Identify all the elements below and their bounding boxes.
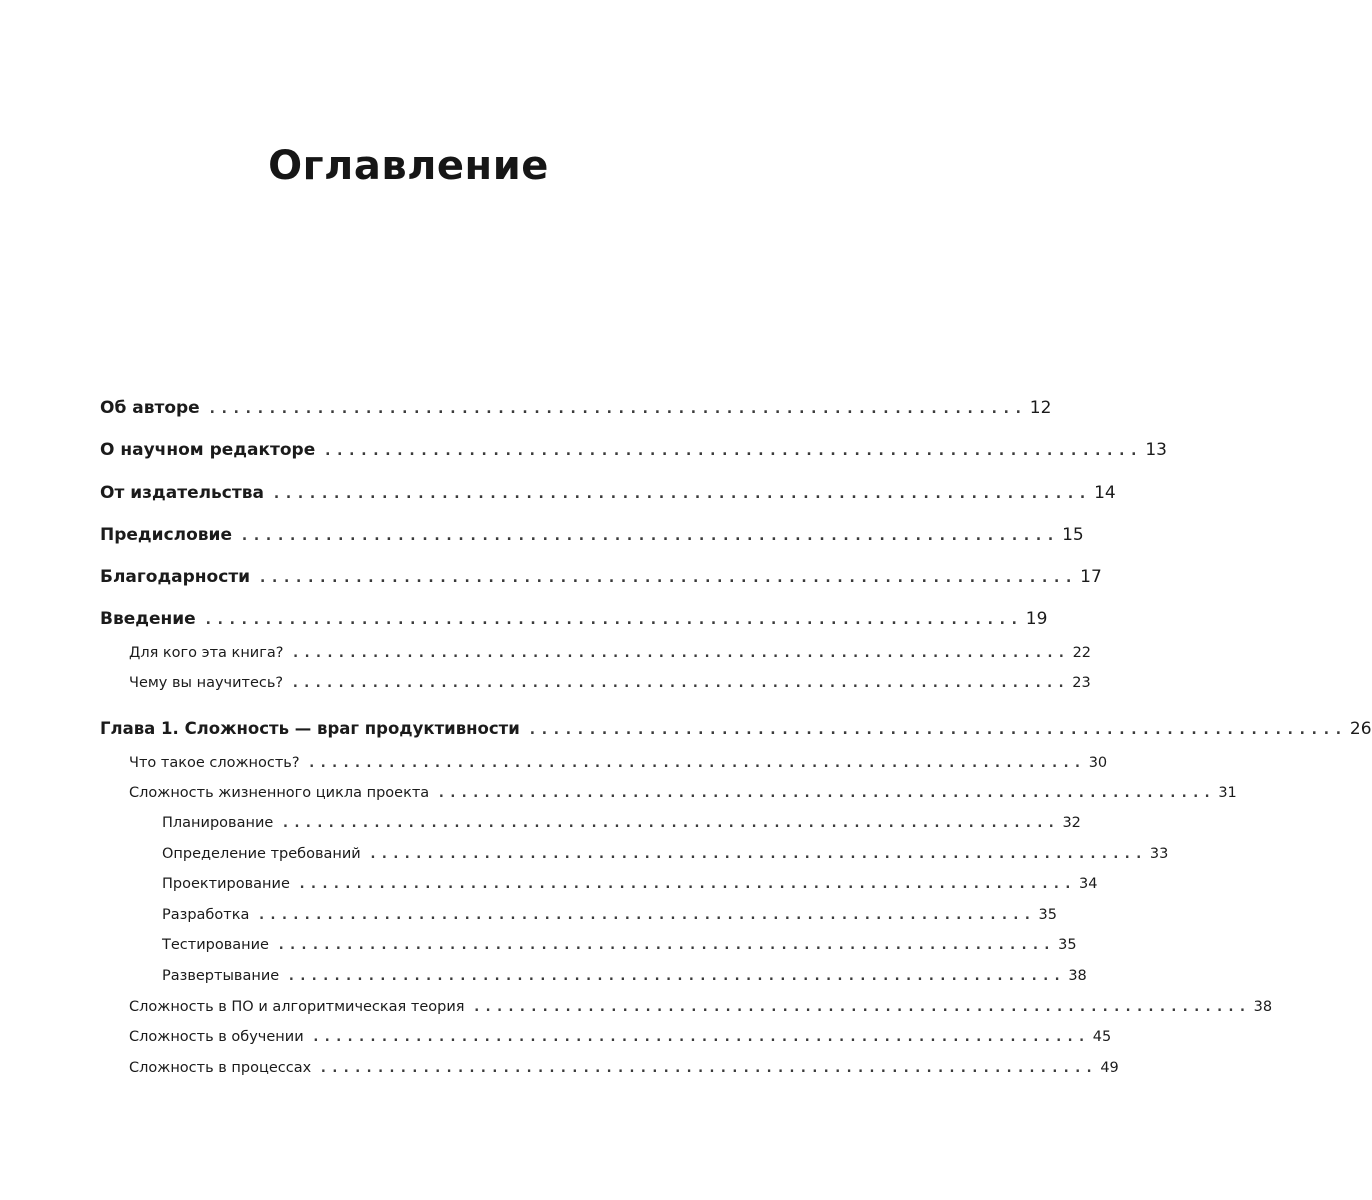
toc-subsubentry: [162, 846, 1169, 862]
toc-leader-dots: ....................................................................: [291, 645, 1069, 661]
toc-entry: [100, 440, 1167, 460]
toc-leader-dots: ....................................................................: [239, 526, 1059, 544]
toc-leader-dots: ....................................................................: [319, 1060, 1097, 1076]
toc-leader-dots: ....................................................................: [207, 399, 1026, 417]
toc-entry-label: Для кого эта книга?: [129, 645, 284, 661]
toc-page-number: 45: [1092, 1029, 1112, 1045]
toc-entry-label: Развертывание: [162, 968, 280, 984]
toc-entry-label: Определение требований: [162, 846, 361, 862]
toc-entry-label: Чему вы научитесь?: [129, 675, 284, 691]
toc-leader-dots: ....................................................................: [276, 937, 1055, 953]
toc-subentry: [129, 1060, 1119, 1076]
toc-leader-dots: ....................................................................: [323, 441, 1142, 459]
toc-leader-dots: ....................................................................: [291, 675, 1069, 691]
toc-leader-dots: ....................................................................: [203, 610, 1022, 628]
toc-chapter-entry: [100, 719, 1372, 739]
toc-page-number: 34: [1079, 876, 1098, 892]
toc-subentry: [129, 1029, 1112, 1045]
toc-page-number: 35: [1058, 937, 1077, 953]
toc-entry-label: Благодарности: [100, 567, 251, 587]
toc-subsubentry: [162, 907, 1057, 923]
toc-page-number: 33: [1149, 846, 1169, 862]
chapter-number: Глава 1.: [100, 719, 179, 738]
toc-subentry: [129, 675, 1091, 691]
toc-page-number: 14: [1094, 483, 1116, 503]
toc-page-number: 30: [1088, 755, 1108, 771]
toc-subentry: [129, 645, 1092, 661]
toc-entry-label: Предисловие: [100, 525, 232, 545]
toc-leader-dots: ....................................................................: [368, 846, 1146, 862]
toc-leader-dots: ....................................................................: [311, 1029, 1089, 1045]
toc-page-number: 22: [1072, 645, 1092, 661]
toc-subsubentry: [162, 876, 1098, 892]
toc-subentry: [129, 999, 1273, 1015]
toc-chapter-label: [100, 719, 520, 738]
toc-entry-label: Тестирование: [162, 937, 269, 953]
toc-entry: [100, 398, 1052, 418]
toc-entry-label: Планирование: [162, 815, 274, 831]
toc-leader-dots: ....................................................................: [258, 568, 1077, 586]
toc-leader-dots: ....................................................................: [472, 999, 1250, 1015]
toc-entry: [100, 609, 1048, 629]
toc-page-number: 23: [1072, 675, 1091, 691]
toc-entry-label: От издательства: [100, 483, 264, 503]
toc-page-number: 32: [1062, 815, 1081, 831]
toc-leader-dots: ....................................................................: [307, 755, 1085, 771]
toc-page-number: 26: [1349, 719, 1372, 739]
toc-subentry: [129, 755, 1108, 771]
toc-subsubentry: [162, 937, 1077, 953]
toc-entry-label: Введение: [100, 609, 196, 629]
toc-leader-dots: ....................................................................: [281, 815, 1059, 831]
toc-page-number: 17: [1080, 567, 1102, 587]
page-title: Оглавление: [268, 143, 549, 189]
toc-entry-label: О научном редакторе: [100, 440, 316, 460]
toc-leader-dots: ....................................................................: [287, 968, 1065, 984]
toc-entry-label: Сложность в обучении: [129, 1029, 304, 1045]
toc-page-number: 19: [1025, 609, 1048, 629]
toc-entry-label: Разработка: [162, 907, 250, 923]
toc-subentry: [129, 785, 1237, 801]
toc-page-number: 49: [1100, 1060, 1119, 1076]
toc-leader-dots: ....................................................................: [527, 720, 1346, 738]
toc-entry-label: Что такое сложность?: [129, 755, 300, 771]
toc-entry-label: Об авторе: [100, 398, 200, 418]
toc-leader-dots: ....................................................................: [257, 907, 1035, 923]
toc-entry: [100, 567, 1102, 587]
toc-page-number: 38: [1068, 968, 1087, 984]
toc-leader-dots: ....................................................................: [271, 484, 1091, 502]
toc-page-number: 15: [1062, 525, 1084, 545]
toc-entry-label: Сложность жизненного цикла проекта: [129, 785, 430, 801]
toc-page-number: 31: [1218, 785, 1237, 801]
toc-subsubentry: [162, 968, 1087, 984]
toc-page-number: 12: [1029, 398, 1052, 418]
toc-leader-dots: ....................................................................: [297, 876, 1076, 892]
toc-page-number: 38: [1253, 999, 1273, 1015]
toc-leader-dots: ....................................................................: [437, 785, 1215, 801]
toc-entry-label: Сложность в ПО и алгоритмическая теория: [129, 999, 465, 1015]
chapter-title: Сложность — враг продуктивности: [184, 719, 520, 738]
toc-page-number: 35: [1038, 907, 1057, 923]
toc-entry: [100, 483, 1116, 503]
toc-subsubentry: [162, 815, 1081, 831]
toc-entry-label: Сложность в процессах: [129, 1060, 312, 1076]
toc-entry: [100, 525, 1084, 545]
toc-page-number: 13: [1145, 440, 1167, 460]
toc-entry-label: Проектирование: [162, 876, 290, 892]
